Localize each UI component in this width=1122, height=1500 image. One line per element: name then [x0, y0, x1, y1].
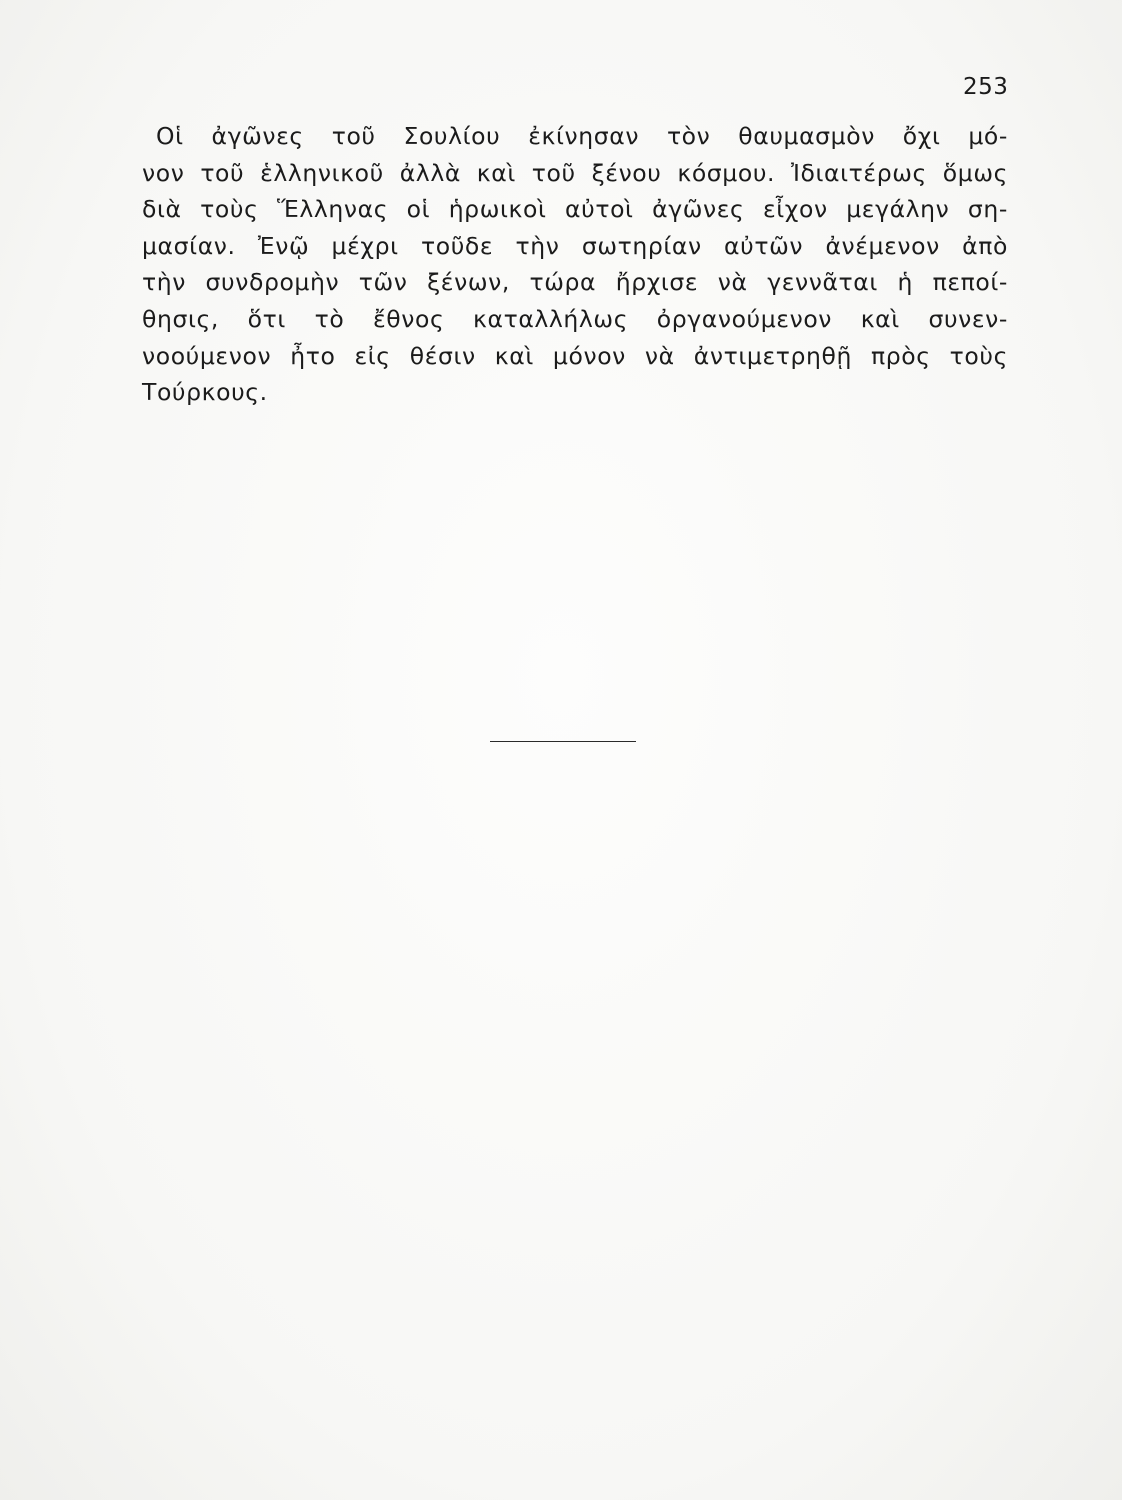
paragraph-line: νοούμενον ἦτο εἰς θέσιν καὶ μόνον νὰ ἀντιμετρηθῇ πρὸς τοὺς [142, 341, 1008, 370]
page-number: 253 [963, 74, 1009, 100]
main-paragraph [142, 118, 1008, 411]
paragraph-line: τὴν συνδρομὴν τῶν ξένων, τώρα ἤρχισε νὰ γεννᾶται ἡ πεποί- [142, 268, 1008, 297]
paragraph-line: θησις, ὅτι τὸ ἔθνος καταλλήλως ὀργανούμενον καὶ συνεν- [142, 304, 1008, 333]
paragraph-line: Οἱ ἀγῶνες τοῦ Σουλίου ἐκίνησαν τὸν θαυμασμὸν ὄχι μό- [156, 122, 1008, 150]
paragraph-line: νον τοῦ ἑλληνικοῦ ἀλλὰ καὶ τοῦ ξένου κόσμου. Ἰδιαιτέρως ὅμως [142, 158, 1008, 187]
paragraph-line: μασίαν. Ἐνῷ μέχρι τοῦδε τὴν σωτηρίαν αὐτῶν ἀνέμενον ἀπὸ [142, 231, 1008, 260]
paragraph-line: Τούρκους. [142, 378, 268, 407]
section-divider-rule [490, 741, 636, 742]
paragraph-line: διὰ τοὺς Ἕλληνας οἱ ἡρωικοὶ αὐτοὶ ἀγῶνες εἶχον μεγάλην ση- [142, 195, 1008, 224]
